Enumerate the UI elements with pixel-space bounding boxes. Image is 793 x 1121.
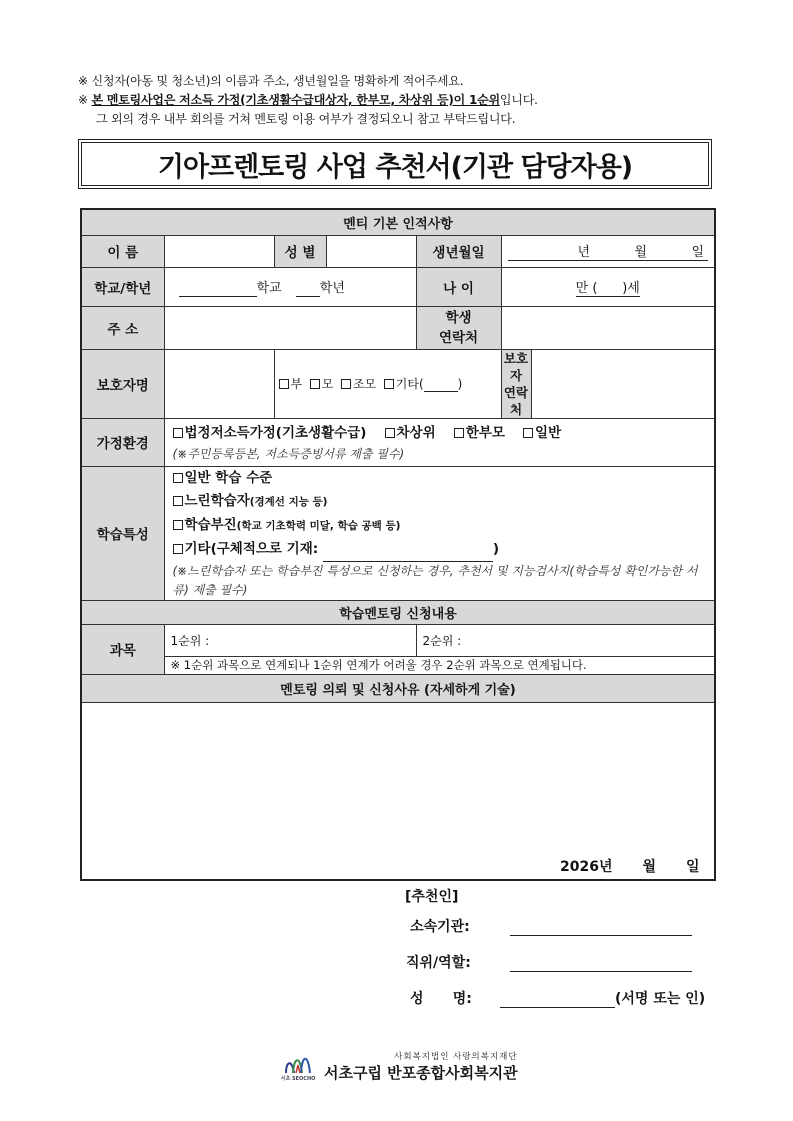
recommendation-form <box>80 208 716 881</box>
school-grade-field[interactable]: 학교 학년 <box>164 267 416 306</box>
seocho-logo-icon: 서초 SEOCHO <box>280 1051 316 1083</box>
family-option-near-poverty[interactable]: 차상위 <box>385 425 436 441</box>
family-label: 가정환경 <box>81 418 164 466</box>
family-note: (※주민등록등본, 저소득증빙서류 제출 필수) <box>172 447 405 461</box>
relation-other[interactable]: 기타( ) <box>384 377 463 391</box>
relation-mother[interactable]: 모 <box>310 377 334 391</box>
student-contact-field[interactable] <box>501 306 715 349</box>
signer-name-field[interactable] <box>500 991 615 1008</box>
page-title: 기아프렌토링 사업 추천서(기관 담당자용) <box>157 151 633 183</box>
second-choice-field[interactable]: 2순위 : <box>416 624 715 656</box>
learning-note: (※느린학습자 또는 학습부진 특성으로 신청하는 경우, 추천서 및 지능검사지(학습특성 확인가능한 서류) 제출 필수) <box>172 563 698 597</box>
signature-date: 2026년 월 일 <box>560 859 700 875</box>
role-field[interactable] <box>510 955 692 972</box>
priority-note: 본 멘토링사업은 저소득 가정(기초생활수급대상자, 한부모, 차상위 등)이 1순위 <box>91 93 500 107</box>
learning-option-underachieve[interactable]: 학습부진(학교 기초학력 미달, 학습 공백 등) <box>173 514 695 538</box>
family-field <box>164 418 715 466</box>
first-choice-field[interactable]: 1순위 : <box>164 624 416 656</box>
relation-father[interactable]: 부 <box>279 377 303 391</box>
name-row: 성 명: (서명 또는 인) <box>410 991 706 1007</box>
instruction-3: 그 외의 경우 내부 회의를 거쳐 멘토링 이용 여부가 결정되오니 참고 부탁드립니다. <box>96 112 516 126</box>
guardian-label: 보호자명 <box>81 349 164 418</box>
instruction-1: ※ 신청자(아동 및 청소년)의 이름과 주소, 생년월일을 명확하게 적어주세요. <box>78 74 464 88</box>
reason-field[interactable] <box>81 702 715 880</box>
recommender-heading: [추천인] <box>405 889 459 905</box>
name-label: 이 름 <box>81 235 164 267</box>
guardian-relation-field <box>274 349 501 418</box>
name-field[interactable] <box>164 235 274 267</box>
role-row: 직위/역할: <box>410 952 692 972</box>
learning-option-other[interactable]: 기타(구체적으로 기재: ) <box>173 538 695 562</box>
gender-field[interactable] <box>326 235 416 267</box>
instructions <box>78 72 538 129</box>
learning-option-general[interactable]: 일반 학습 수준 <box>173 467 695 490</box>
age-field[interactable]: 만 ( )세 <box>501 267 715 306</box>
page-title-box <box>78 139 712 189</box>
guardian-name-field[interactable] <box>164 349 274 418</box>
student-contact-label: 학생 연락처 <box>416 306 501 349</box>
relation-grandmother[interactable]: 조모 <box>341 377 376 391</box>
learning-option-slow[interactable]: 느린학습자(경계선 지능 등) <box>173 490 695 514</box>
section-reason: 멘토링 의뢰 및 신청사유 (자세하게 기술) <box>81 674 715 702</box>
instruction-2: ※ 본 멘토링사업은 저소득 가정(기초생활수급대상자, 한부모, 차상위 등)이 1순위입니다. <box>78 93 538 107</box>
organization-name: 사회복지법인 사랑의복지재단 서초구립 반포종합사회복지관 <box>324 1052 518 1082</box>
family-option-single-parent[interactable]: 한부모 <box>454 425 505 441</box>
birth-label: 생년월일 <box>416 235 501 267</box>
section-basic-info: 멘티 기본 인적사항 <box>81 209 715 235</box>
subject-label: 과목 <box>81 624 164 674</box>
section-mentoring: 학습멘토링 신청내용 <box>81 600 715 624</box>
age-label: 나 이 <box>416 267 501 306</box>
org-row: 소속기관: <box>410 916 692 936</box>
gender-label: 성 별 <box>274 235 326 267</box>
family-option-general[interactable]: 일반 <box>523 425 561 441</box>
org-field[interactable] <box>510 919 692 936</box>
learning-label: 학습특성 <box>81 466 164 600</box>
guardian-contact-field[interactable] <box>531 349 715 418</box>
address-label: 주 소 <box>81 306 164 349</box>
address-field[interactable] <box>164 306 416 349</box>
school-label: 학교/학년 <box>81 267 164 306</box>
birth-field[interactable]: 년 월 일 <box>501 235 715 267</box>
learning-field <box>164 466 715 600</box>
guardian-contact-label: 보호자 연락처 <box>501 349 531 418</box>
family-option-low-income[interactable]: 법정저소득가정(기초생활수급) <box>173 425 367 441</box>
footer <box>280 1050 518 1083</box>
subject-note: ※ 1순위 과목으로 연계되나 1순위 연계가 어려울 경우 2순위 과목으로 연계됩니다. <box>164 656 715 674</box>
